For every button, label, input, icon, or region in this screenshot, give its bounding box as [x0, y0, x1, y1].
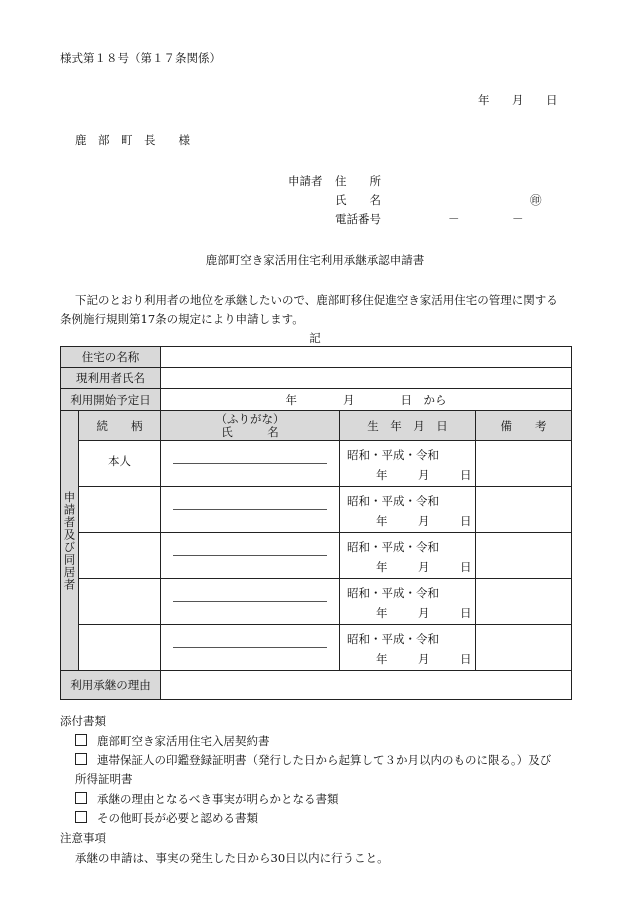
notes-title: 注意事項: [60, 831, 106, 845]
birth-month: 月: [418, 514, 430, 528]
col-name: [161, 411, 340, 441]
date-day: 日: [546, 93, 558, 107]
col-furigana-label: （ふりがな）: [215, 411, 285, 426]
house-name-label: 住宅の名称: [61, 347, 161, 368]
relation-cell[interactable]: [79, 625, 161, 671]
document-title: 鹿部町空き家活用住宅利用承継承認申請書: [205, 253, 425, 267]
name-cell[interactable]: [161, 533, 340, 579]
attachment-continuation: 所得証明書: [75, 772, 133, 786]
checkbox-icon[interactable]: [75, 792, 87, 804]
birth-day: 日: [460, 652, 472, 666]
name-cell[interactable]: [161, 625, 340, 671]
name-cell[interactable]: [161, 487, 340, 533]
reason-label: 利用承継の理由: [61, 671, 161, 700]
birth-year: 年: [376, 606, 388, 620]
era-options: 昭和・平成・令和: [347, 448, 439, 462]
address-label: 住 所: [335, 174, 381, 188]
relation-cell[interactable]: [79, 579, 161, 625]
date-month: 月: [512, 93, 524, 107]
phone-label: 電話番号: [335, 212, 381, 226]
date-year: 年: [478, 93, 490, 107]
table-row: [61, 441, 572, 487]
birth-month: 月: [418, 606, 430, 620]
era-options: 昭和・平成・令和: [347, 586, 439, 600]
birth-day: 日: [460, 560, 472, 574]
birth-year: 年: [376, 652, 388, 666]
side-label: 申請者及び同居者: [62, 490, 77, 591]
side-label-cell: [61, 411, 79, 671]
relation-cell[interactable]: 本人: [79, 441, 161, 487]
birth-cell[interactable]: [340, 579, 476, 625]
birth-cell[interactable]: [340, 487, 476, 533]
birth-month: 月: [418, 652, 430, 666]
birth-day: 日: [460, 514, 472, 528]
checkbox-icon[interactable]: [75, 753, 87, 765]
note-cell[interactable]: [476, 533, 572, 579]
name-cell[interactable]: [161, 441, 340, 487]
relation-cell[interactable]: [79, 533, 161, 579]
phone-dash-1: －: [448, 212, 460, 226]
attachment-text: その他町長が必要と認める書類: [97, 811, 258, 825]
attachment-item[interactable]: [75, 810, 258, 826]
era-options: 昭和・平成・令和: [347, 632, 439, 646]
ki-mark: 記: [309, 331, 321, 345]
attachment-text: 連帯保証人の印鑑登録証明書（発行した日から起算して３か月以内のものに限る。）及び: [97, 753, 552, 767]
birth-day: 日: [460, 606, 472, 620]
body-text-2: 条例施行規則第17条の規定により申請します。: [60, 312, 304, 326]
col-name-label: 氏 名: [221, 424, 279, 439]
house-name-field[interactable]: [161, 347, 572, 368]
table-row: [61, 625, 572, 671]
checkbox-icon[interactable]: [75, 811, 87, 823]
checkbox-icon[interactable]: [75, 734, 87, 746]
table-row: [61, 579, 572, 625]
era-options: 昭和・平成・令和: [347, 494, 439, 508]
current-user-label: 現利用者氏名: [61, 368, 161, 389]
attachment-item[interactable]: [75, 791, 339, 807]
seal-mark: ㊞: [530, 193, 542, 207]
note-cell[interactable]: [476, 441, 572, 487]
birth-year: 年: [376, 560, 388, 574]
note-cell[interactable]: [476, 487, 572, 533]
applicant-label: 申請者: [288, 174, 323, 188]
birth-day: 日: [460, 468, 472, 482]
era-options: 昭和・平成・令和: [347, 540, 439, 554]
note-text: 承継の申請は、事実の発生した日から30日以内に行うこと。: [75, 851, 389, 865]
birth-year: 年: [376, 468, 388, 482]
name-cell[interactable]: [161, 579, 340, 625]
birth-cell[interactable]: [340, 625, 476, 671]
start-date-field[interactable]: 年 月 日 から: [161, 389, 572, 411]
attachment-text: 鹿部町空き家活用住宅入居契約書: [97, 734, 270, 748]
note-cell[interactable]: [476, 625, 572, 671]
attachment-item[interactable]: [75, 752, 551, 768]
name-label: 氏 名: [335, 193, 381, 207]
table-row: [61, 533, 572, 579]
relation-cell[interactable]: [79, 487, 161, 533]
birth-cell[interactable]: [340, 533, 476, 579]
attachment-item[interactable]: [75, 733, 270, 749]
table-row: [61, 487, 572, 533]
addressee: 鹿 部 町 長 様: [75, 133, 190, 147]
attachments-title: 添付書類: [60, 714, 106, 728]
birth-year: 年: [376, 514, 388, 528]
birth-month: 月: [418, 560, 430, 574]
start-date-label: 利用開始予定日: [61, 389, 161, 411]
note-cell[interactable]: [476, 579, 572, 625]
attachment-text: 承継の理由となるべき事実が明らかとなる書類: [97, 792, 339, 806]
application-table: [60, 346, 572, 700]
phone-dash-2: －: [512, 212, 524, 226]
birth-cell[interactable]: [340, 441, 476, 487]
current-user-field[interactable]: [161, 368, 572, 389]
body-text-1: 下記のとおり利用者の地位を承継したいので、鹿部町移住促進空き家活用住宅の管理に関する: [75, 293, 558, 307]
form-number: 様式第１８号（第１７条関係）: [60, 51, 221, 65]
col-relation: 続 柄: [79, 411, 161, 441]
col-note: 備 考: [476, 411, 572, 441]
reason-field[interactable]: [161, 671, 572, 700]
col-birth: 生 年 月 日: [340, 411, 476, 441]
birth-month: 月: [418, 468, 430, 482]
